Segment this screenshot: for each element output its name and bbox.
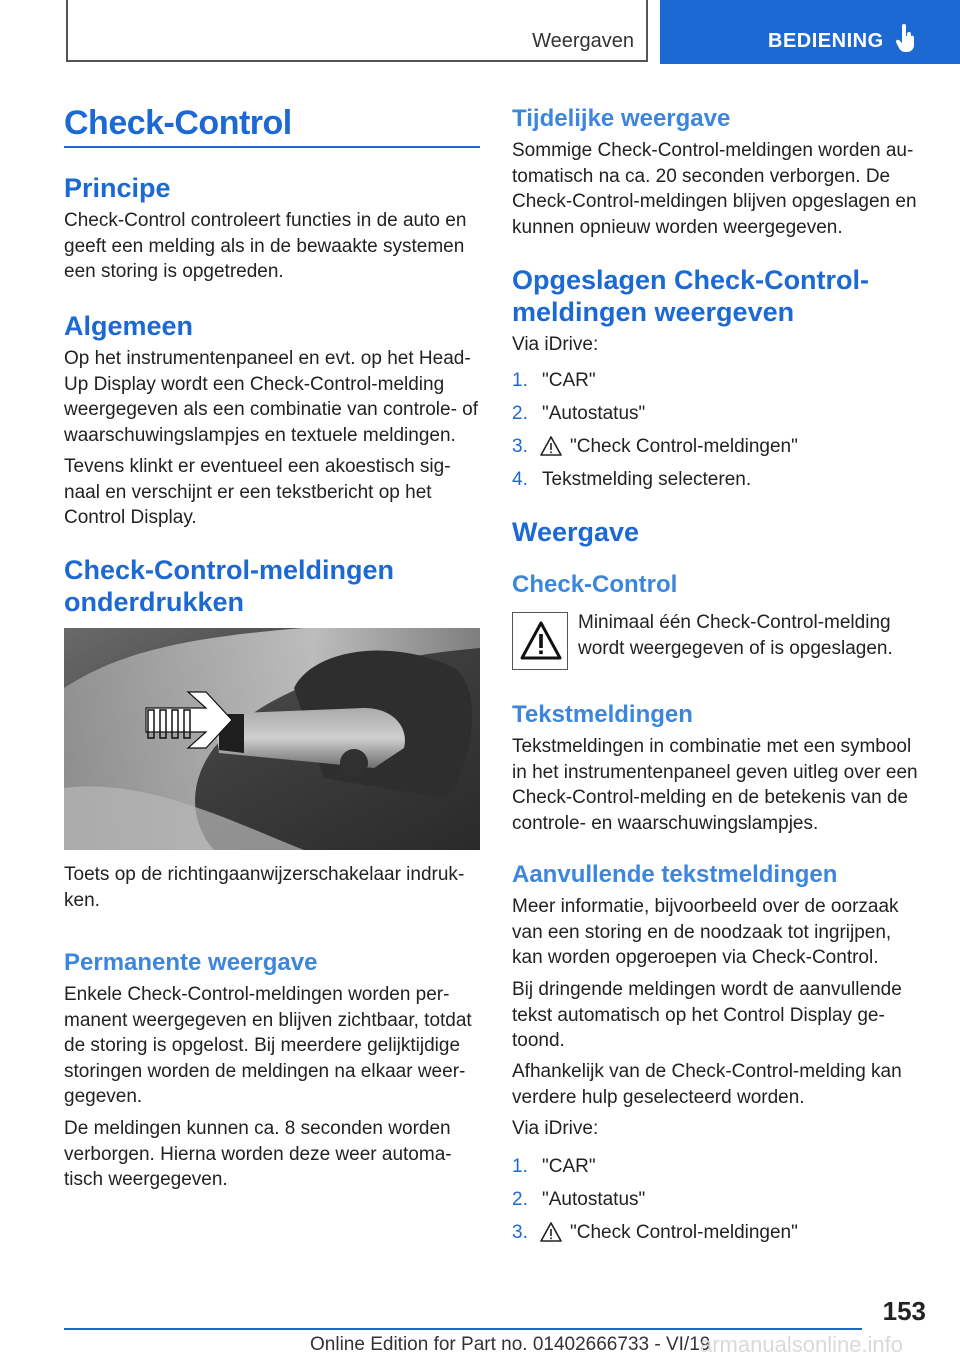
heading-aanvullende: Aanvullende tekstmeldingen: [512, 861, 838, 888]
heading-onderdrukken: Check-Control-meldingen onderdrukken: [64, 555, 395, 617]
algemeen-body-1: Op het instrumentenpaneel en evt. op het Head-Up Display wordt een Check-Control-melding weergegeven als een combinatie van controle- of waarschuwingslampjes en textuele meldingen.: [64, 348, 479, 446]
principe-body: Check-Control controleert functies in de auto en geeft een melding als in de bewaakte systemen een storing is opgetreden.: [64, 210, 467, 282]
check-control-body: Minimaal één Check-Control-melding wordt weergegeven of is opgeslagen.: [578, 612, 893, 659]
heading-opgeslagen: Opgeslagen Check-Control-meldingen weergeven: [512, 265, 870, 327]
heading-permanente: Permanente weergave: [64, 949, 318, 976]
heading-check-control: Check-Control: [512, 571, 678, 598]
aanvullende-body-1: Meer informatie, bijvoorbeeld over de oorzaak van een storing en de noodzaak tot ingrijpen, kan worden opgeroepen via Check-Control.: [512, 896, 899, 968]
algemeen-body-2: Tevens klinkt er eventueel een akoestisch signaal en verschijnt er een tekstbericht op het Control Display.: [64, 456, 451, 528]
header-section-label: Weergaven: [532, 30, 634, 52]
tijdelijke-body: Sommige Check-Control-meldingen worden automatisch na ca. 20 seconden verborgen. De Check-Control-meldingen blijven opgeslagen en kunnen opnieuw worden weergegeven.: [512, 140, 917, 238]
heading-tijdelijke: Tijdelijke weergave: [512, 105, 731, 132]
hand-pointer-icon: [896, 24, 916, 52]
tekstmeldingen-body: Tekstmeldingen in combinatie met een symbool in het instrumentenpaneel geven uitleg over een Check-Control-melding en de betekenis van de controle- en waarschuwingslampjes.: [512, 736, 918, 834]
page-number: 153: [882, 1296, 926, 1326]
page-title: Check-Control: [64, 104, 292, 142]
figure-caption: Toets op de richtingaanwijzerschakelaar indrukken.: [64, 864, 465, 911]
watermark: armanualsonline.info: [700, 1332, 904, 1357]
opgeslagen-via: Via iDrive:: [512, 334, 599, 355]
footer-divider: [64, 1328, 862, 1330]
header-chapter-tab: [660, 0, 960, 64]
turn-signal-stalk-illustration: [64, 628, 480, 850]
heading-algemeen: Algemeen: [64, 311, 194, 341]
warning-symbol-box: [512, 612, 568, 670]
header-section-tab: [66, 0, 648, 62]
warning-triangle-icon: [520, 621, 562, 661]
header-chapter-label: BEDIENING: [768, 30, 884, 52]
heading-tekstmeldingen: Tekstmeldingen: [512, 701, 693, 728]
heading-weergave: Weergave: [512, 517, 640, 547]
aanvullende-via: Via iDrive:: [512, 1118, 599, 1139]
permanente-body-1: Enkele Check-Control-meldingen worden permanent weergegeven en blijven zichtbaar, totdat de storing is opgelost. Bij meerdere gelijktijdige storingen worden de meldingen na elkaar weergegeven.: [64, 984, 472, 1107]
footer-edition: Online Edition for Part no. 01402666733 - VI/19: [310, 1334, 711, 1355]
warning-triangle-icon: [540, 1222, 562, 1242]
warning-triangle-icon: [540, 436, 562, 456]
aanvullende-body-2: Bij dringende meldingen wordt de aanvullende tekst automatisch op het Control Display getoond.: [512, 979, 902, 1051]
permanente-body-2: De meldingen kunnen ca. 8 seconden worden verborgen. Hierna worden deze weer automatisch weergegeven.: [64, 1118, 452, 1190]
title-divider: [64, 146, 480, 148]
heading-principe: Principe: [64, 173, 171, 203]
aanvullende-body-3: Afhankelijk van de Check-Control-melding kan verdere hulp geselecteerd worden.: [512, 1061, 902, 1108]
